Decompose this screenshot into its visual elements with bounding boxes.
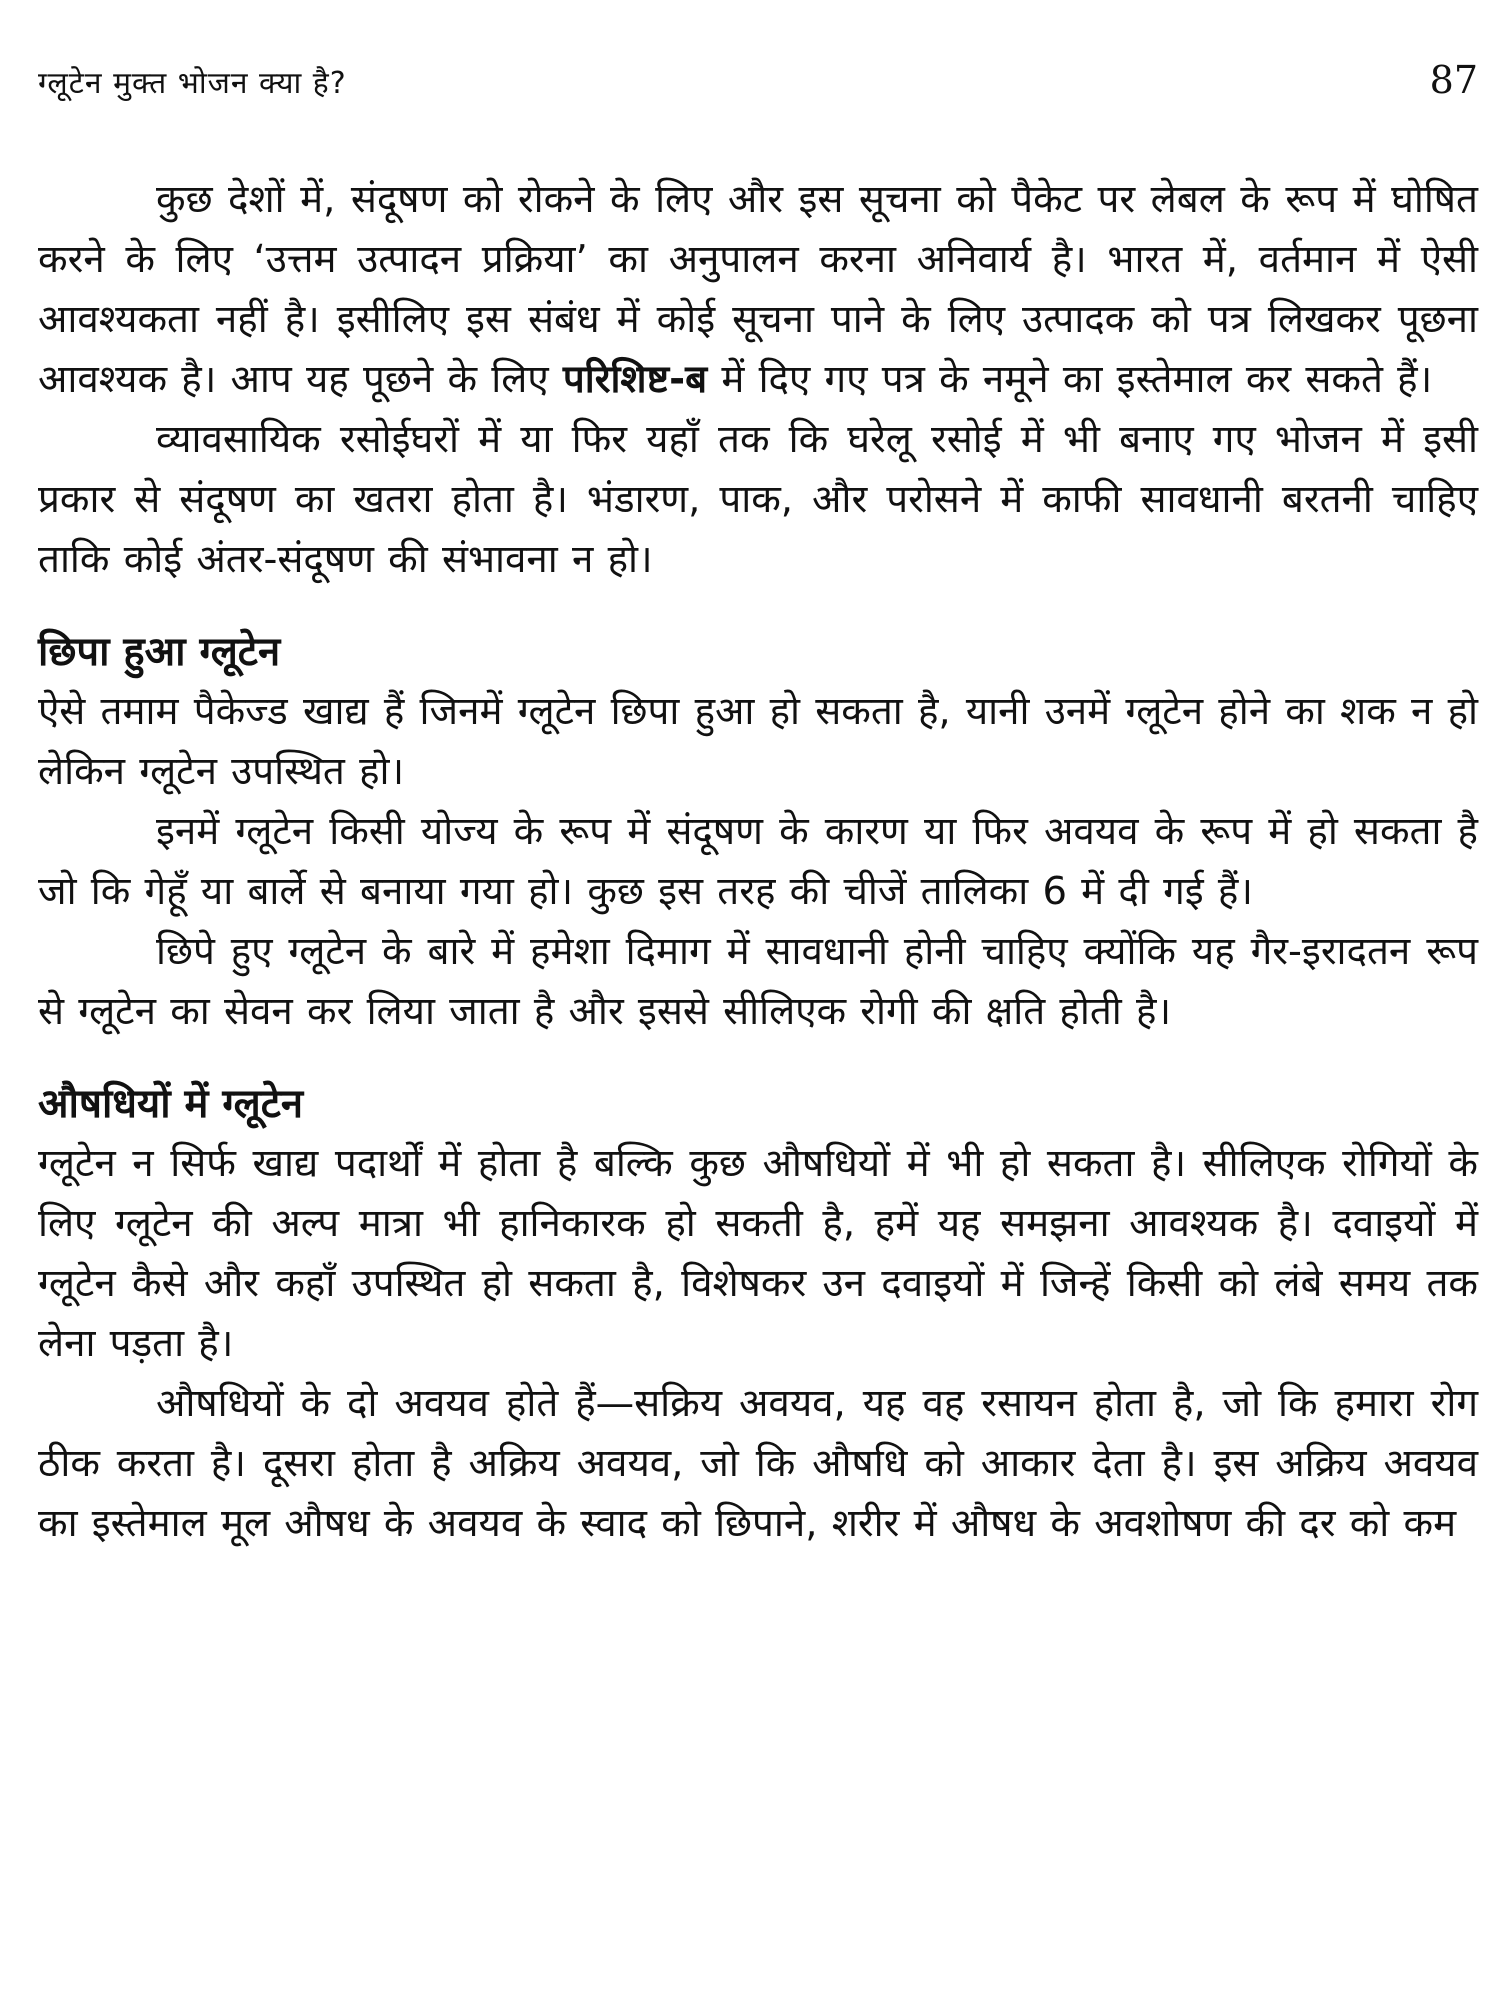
- section-heading-hidden-gluten: छिपा हुआ ग्लूटेन: [38, 629, 281, 675]
- intro-paragraph-1: [38, 170, 1478, 410]
- intro-paragraph-1-end: में दिए गए पत्र के नमूने का इस्तेमाल कर सकते हैं।: [721, 357, 1433, 402]
- section-heading-medicine-gluten: औषधियों में ग्लूटेन: [38, 1081, 304, 1127]
- running-title: ग्लूटेन मुक्त भोजन क्या है?: [38, 66, 347, 101]
- medicine-gluten-paragraph-2: औषधियों के दो अवयव होते हैं—सक्रिय अवयव, यह वह रसायन होता है, जो कि हमारा रोग ठीक करता है। दूसरा होता है अक्रिय अवयव, जो कि औषधि को आकार देता है। इस अक्रिय अवयव का इस्तेमाल मूल औषध के अवयव के स्वाद को छिपाने, शरीर में औषध के अवशोषण की दर को कम: [38, 1381, 1478, 1546]
- book-page: [38, 58, 1478, 1988]
- hidden-gluten-paragraph-1: ऐसे तमाम पैकेज्ड खाद्य हैं जिनमें ग्लूटेन छिपा हुआ हो सकता है, यानी उनमें ग्लूटेन होने का शक न हो लेकिन ग्लूटेन उपस्थित हो।: [38, 689, 1478, 794]
- intro-paragraph-1-text: कुछ देशों में, संदूषण को रोकने के लिए और इस सूचना को पैकेट पर लेबल के रूप में घोषित करने के लिए ‘उत्तम उत्पादन प्रक्रिया’ का अनुपालन करना अनिवार्य है। भारत में, वर्तमान में ऐसी आवश्यकता नहीं है। इसीलिए इस संबंध में कोई सूचना पाने के लिए उत्पादक को पत्र लिखकर पूछना आवश्यक है। आप यह पूछने के लिए: [38, 177, 1478, 402]
- running-header: [38, 58, 1478, 110]
- appendix-reference: परिशिष्ट-ब: [562, 357, 708, 402]
- intro-paragraph-2: व्यावसायिक रसोईघरों में या फिर यहाँ तक कि घरेलू रसोई में भी बनाए गए भोजन में इसी प्रकार से संदूषण का खतरा होता है। भंडारण, पाक, और परोसने में काफी सावधानी बरतनी चाहिए ताकि कोई अंतर-संदूषण की संभावना न हो।: [38, 417, 1478, 582]
- medicine-gluten-paragraph-1: ग्लूटेन न सिर्फ खाद्य पदार्थों में होता है बल्कि कुछ औषधियों में भी हो सकता है। सीलिएक रोगियों के लिए ग्लूटेन की अल्प मात्रा भी हानिकारक हो सकती है, हमें यह समझना आवश्यक है। दवाइयों में ग्लूटेन कैसे और कहाँ उपस्थित हो सकता है, विशेषकर उन दवाइयों में जिन्हें किसी को लंबे समय तक लेना पड़ता है।: [38, 1141, 1478, 1366]
- hidden-gluten-paragraph-3: छिपे हुए ग्लूटेन के बारे में हमेशा दिमाग में सावधानी होनी चाहिए क्योंकि यह गैर-इरादतन रूप से ग्लूटेन का सेवन कर लिया जाता है और इससे सीलिएक रोगी की क्षति होती है।: [38, 929, 1478, 1034]
- hidden-gluten-paragraph-2: इनमें ग्लूटेन किसी योज्य के रूप में संदूषण के कारण या फिर अवयव के रूप में हो सकता है जो कि गेहूँ या बार्ले से बनाया गया हो। कुछ इस तरह की चीजें तालिका 6 में दी गई हैं।: [38, 809, 1478, 914]
- page-number: 87: [1429, 58, 1478, 102]
